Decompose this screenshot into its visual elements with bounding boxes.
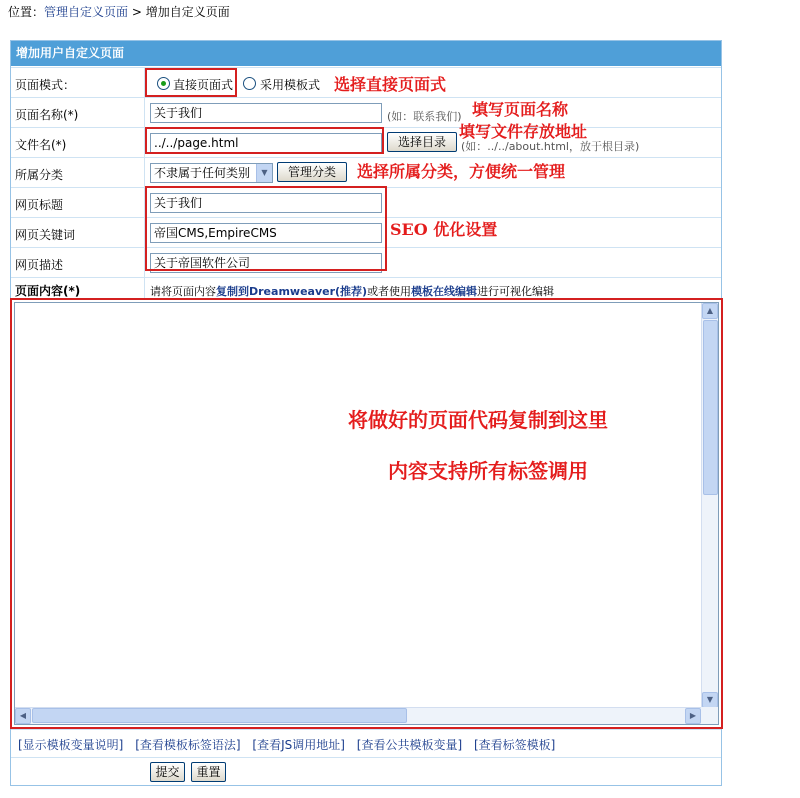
breadcrumb-link-manage-pages[interactable]: 管理自定义页面: [44, 5, 129, 19]
web-description-label: 网页描述: [15, 258, 64, 272]
scroll-down-icon[interactable]: ▼: [702, 692, 718, 708]
filename-label: 文件名(*): [15, 138, 67, 152]
annotation-category: 选择所属分类，方便统一管理: [357, 162, 566, 181]
row-page-name: [11, 97, 721, 127]
row-page-content: [11, 277, 721, 300]
desc-text: 或者使用: [367, 285, 412, 298]
annotation-editor-line2: 内容支持所有标签调用: [388, 459, 588, 483]
reset-button[interactable]: 重置: [191, 762, 226, 782]
radio-template-mode[interactable]: [243, 77, 256, 90]
template-online-edit-link[interactable]: 模板在线编辑: [411, 285, 478, 298]
scroll-right-icon[interactable]: ▶: [685, 708, 701, 724]
web-title-input[interactable]: 关于我们: [150, 193, 382, 213]
highlight-box-seo: [145, 186, 387, 271]
chevron-down-icon[interactable]: ▼: [256, 164, 272, 182]
panel-title: 增加用户自定义页面: [11, 41, 721, 66]
annotation-mode: 选择直接页面式: [334, 75, 447, 94]
page-name-label: 页面名称(*): [15, 108, 79, 122]
column-divider: [144, 158, 145, 187]
highlight-box-filename: [145, 127, 384, 154]
highlight-box-editor: [10, 298, 723, 729]
breadcrumb: [8, 3, 230, 20]
category-select[interactable]: [150, 163, 273, 183]
copy-to-dreamweaver-link[interactable]: 复制到Dreamweaver(推荐): [216, 285, 368, 298]
desc-text: 请将页面内容: [150, 285, 216, 298]
link-template-tag-syntax[interactable]: [查看模板标签语法]: [135, 738, 241, 752]
desc-text: 进行可视化编辑: [477, 285, 555, 298]
link-js-call-address[interactable]: [查看JS调用地址]: [252, 738, 345, 752]
breadcrumb-prefix: 位置：: [8, 5, 45, 19]
scroll-up-icon[interactable]: ▲: [702, 303, 718, 319]
row-actions: [11, 757, 721, 786]
web-description-input[interactable]: 关于帝国软件公司: [150, 253, 382, 273]
manage-category-button[interactable]: 管理分类: [277, 162, 347, 182]
page-name-input[interactable]: 关于我们: [150, 103, 382, 123]
highlight-box-mode: [145, 68, 237, 97]
breadcrumb-separator: >: [128, 5, 146, 19]
page-content-description: [150, 283, 554, 299]
annotation-editor-line1: 将做好的页面代码复制到这里: [348, 408, 608, 432]
page-mode-label: 页面模式：: [15, 78, 76, 92]
breadcrumb-current: 增加自定义页面: [145, 5, 230, 19]
annotation-seo: SEO 优化设置: [390, 220, 498, 239]
radio-direct-page-label[interactable]: 直接页面式: [173, 78, 234, 92]
radio-template-mode-label[interactable]: 采用模板式: [260, 78, 321, 92]
column-divider: [144, 278, 145, 300]
web-title-label: 网页标题: [15, 198, 64, 212]
web-keywords-input[interactable]: 帝国CMS,EmpireCMS: [150, 223, 382, 243]
category-label: 所属分类: [15, 168, 64, 182]
annotation-filename: 填写文件存放地址: [459, 122, 588, 141]
filename-input[interactable]: ../../page.html: [150, 133, 382, 153]
submit-button[interactable]: 提交: [150, 762, 185, 782]
choose-directory-button[interactable]: 选择目录: [387, 132, 457, 152]
annotation-name: 填写页面名称: [472, 100, 569, 119]
link-tag-templates[interactable]: [查看标签模板]: [473, 738, 556, 752]
help-links: [18, 736, 563, 753]
page-content-label: 页面内容(*): [15, 284, 81, 298]
page-name-hint: (如：联系我们): [387, 110, 462, 123]
link-public-template-variables[interactable]: [查看公共模板变量]: [356, 738, 463, 752]
scroll-left-icon[interactable]: ◀: [15, 708, 31, 724]
filename-hint: (如：../../about.html，放于根目录): [461, 140, 640, 153]
category-selected-value: 不隶属于任何类别: [154, 166, 251, 180]
column-divider: [144, 98, 145, 127]
web-keywords-label: 网页关键词: [15, 228, 76, 242]
link-show-template-variables[interactable]: [显示模板变量说明]: [18, 738, 124, 752]
